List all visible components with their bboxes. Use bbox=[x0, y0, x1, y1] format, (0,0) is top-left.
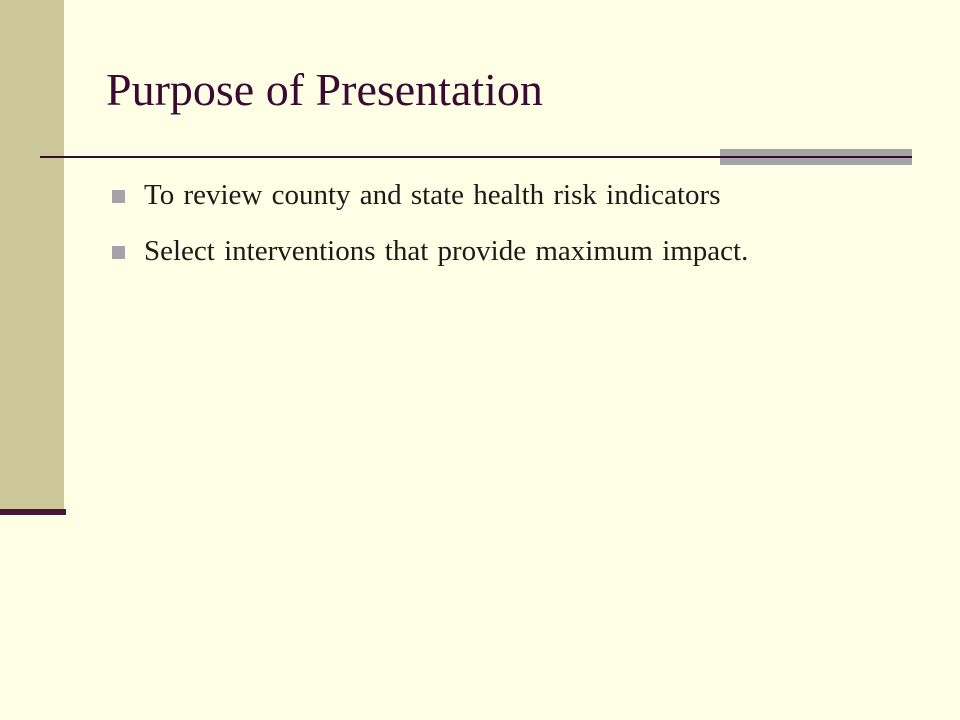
side-band bbox=[0, 0, 64, 510]
square-bullet-icon bbox=[112, 246, 125, 259]
bullet-text: Select interventions that provide maximum impact. bbox=[144, 235, 749, 267]
title-accent-bar-top bbox=[720, 149, 912, 156]
side-band-rule bbox=[0, 509, 66, 515]
square-bullet-icon bbox=[112, 190, 125, 203]
title-accent-bar-bottom bbox=[720, 158, 912, 165]
bullet-item bbox=[108, 234, 868, 268]
bullet-item bbox=[108, 178, 868, 212]
bullet-text: To review county and state health risk indicators bbox=[144, 179, 721, 211]
slide-title: Purpose of Presentation bbox=[106, 64, 543, 115]
bullet-list bbox=[108, 178, 868, 290]
